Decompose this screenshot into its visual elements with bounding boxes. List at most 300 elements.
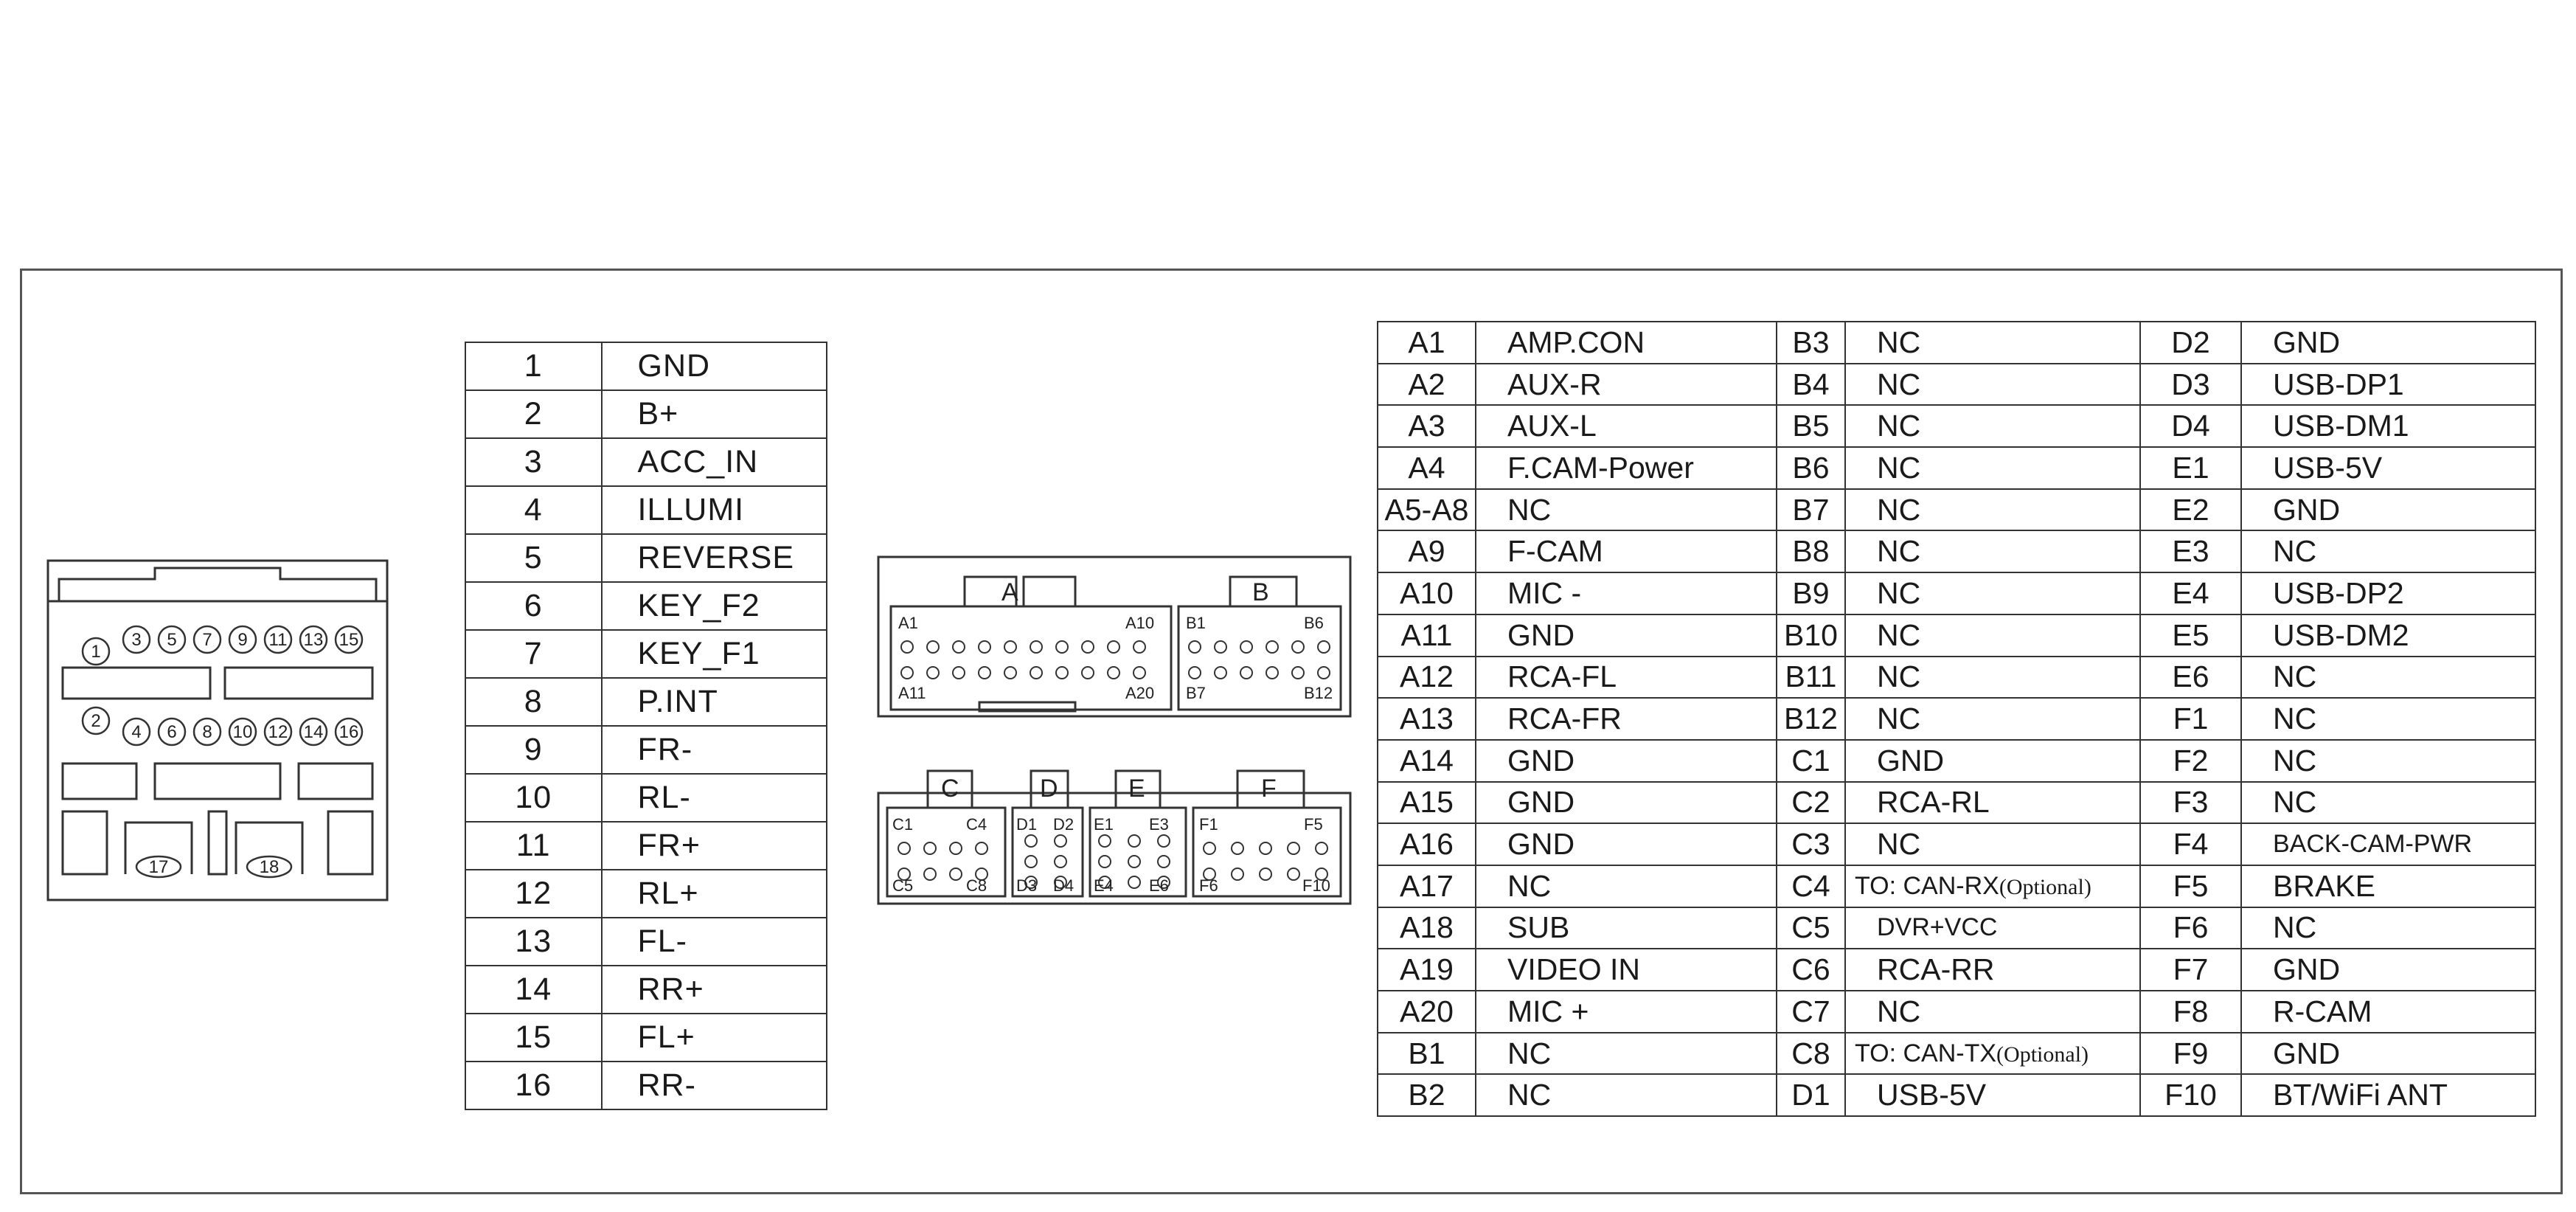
connector-pin xyxy=(976,842,987,854)
connector-pin-label: D4 xyxy=(1053,876,1075,895)
pin-assignment-table xyxy=(1377,321,2536,1117)
pin-code: B2 xyxy=(1378,1074,1476,1116)
pin-code: B1 xyxy=(1378,1033,1476,1075)
pin-code: A3 xyxy=(1378,405,1476,447)
iso-pin-number: 9 xyxy=(465,726,602,774)
pin-code: F2 xyxy=(2140,740,2241,782)
iso-table-row xyxy=(465,438,827,486)
connector-pin-label: B7 xyxy=(1186,684,1206,702)
pin-code: F1 xyxy=(2140,698,2241,740)
iso-pin-label: 3 xyxy=(131,630,142,650)
pin-code: D3 xyxy=(2140,364,2241,406)
pin-signal: RCA-FR xyxy=(1476,698,1777,740)
iso-pin-number: 16 xyxy=(465,1062,602,1109)
iso-pin-table xyxy=(465,342,827,1110)
pin-signal: NC xyxy=(2241,740,2535,782)
connector-pin xyxy=(1288,868,1299,880)
iso-pin-number: 3 xyxy=(465,438,602,486)
pin-table-row xyxy=(1378,405,2535,447)
pin-signal: NC xyxy=(2241,782,2535,824)
iso-slot-left xyxy=(63,668,210,699)
pin-signal-optional: (Optional) xyxy=(1999,874,2091,899)
iso-table-row xyxy=(465,1062,827,1109)
connector-pin xyxy=(1030,667,1042,679)
iso-pin-number: 1 xyxy=(465,342,602,390)
connector-pin xyxy=(1025,856,1037,868)
connector-pin xyxy=(979,667,990,679)
pin-signal: NC xyxy=(1845,322,2140,364)
iso-pin-label: 9 xyxy=(237,630,248,650)
connector-letter-d: D xyxy=(1040,775,1058,803)
iso-pin-number: 7 xyxy=(465,630,602,678)
iso-pin-label: 11 xyxy=(268,630,288,650)
pin-signal: NC xyxy=(1476,865,1777,907)
iso-pin-label: 15 xyxy=(339,630,359,650)
pin-signal: AMP.CON xyxy=(1476,322,1777,364)
pin-code: A5-A8 xyxy=(1378,489,1476,531)
pin-table-row xyxy=(1378,991,2535,1033)
pin-signal: BRAKE xyxy=(2241,865,2535,907)
connector-pin-label: F10 xyxy=(1302,876,1330,895)
pin-signal: NC xyxy=(1845,823,2140,865)
pin-signal: GND xyxy=(2241,949,2535,991)
pin-signal: NC xyxy=(2241,657,2535,699)
connector-pin xyxy=(953,667,965,679)
iso-pin-label: 13 xyxy=(303,630,324,650)
pin-code: B11 xyxy=(1777,657,1845,699)
iso-pin-number: 13 xyxy=(465,918,602,966)
iso-pin-signal: REVERSE xyxy=(602,534,827,582)
pin-code: A11 xyxy=(1378,614,1476,657)
pin-code: C8 xyxy=(1777,1033,1845,1075)
pin-signal: GND xyxy=(2241,489,2535,531)
connector-pin xyxy=(924,868,936,880)
pin-table-row xyxy=(1378,698,2535,740)
connector-pin xyxy=(950,842,962,854)
iso-pin-number: 5 xyxy=(465,534,602,582)
connector-pin xyxy=(1215,641,1226,653)
connector-pin xyxy=(1004,641,1016,653)
connector-pin-label: C1 xyxy=(892,815,914,834)
connector-pin-label: A20 xyxy=(1125,684,1155,702)
iso-pin-number: 11 xyxy=(465,822,602,870)
pin-code: B5 xyxy=(1777,405,1845,447)
connector-pin xyxy=(927,641,939,653)
iso-pin-number: 4 xyxy=(465,486,602,534)
connector-pin-label: A11 xyxy=(898,684,926,702)
iso-pin-label: 14 xyxy=(303,722,324,742)
connector-pin-label: E3 xyxy=(1149,815,1169,834)
pin-signal: USB-DP2 xyxy=(2241,572,2535,614)
connector-ab-drawing xyxy=(876,555,1353,718)
connector-pin xyxy=(1232,868,1243,880)
pin-code: A16 xyxy=(1378,823,1476,865)
connector-pin xyxy=(950,868,962,880)
iso-pin-signal: RR- xyxy=(602,1062,827,1109)
iso-table-row xyxy=(465,678,827,726)
connector-pin xyxy=(1260,868,1271,880)
connector-pin xyxy=(1030,641,1042,653)
pin-code: E4 xyxy=(2140,572,2241,614)
pin-signal: NC xyxy=(1845,657,2140,699)
pin-signal: NC xyxy=(1845,489,2140,531)
connector-pin xyxy=(1232,842,1243,854)
pin-signal: NC xyxy=(2241,530,2535,572)
iso-table-row xyxy=(465,534,827,582)
pin-table-row xyxy=(1378,1074,2535,1116)
connector-pin-label: D1 xyxy=(1016,815,1038,834)
pin-signal: GND xyxy=(2241,1033,2535,1075)
connector-pin xyxy=(901,641,913,653)
pin-table-row xyxy=(1378,447,2535,489)
pin-table-row xyxy=(1378,614,2535,657)
connector-pin xyxy=(1108,641,1119,653)
iso-pin-label: 1 xyxy=(91,642,101,662)
pin-signal: NC xyxy=(1845,405,2140,447)
connector-pin xyxy=(1082,641,1094,653)
pin-table-row xyxy=(1378,322,2535,364)
iso-pin-signal: B+ xyxy=(602,390,827,438)
connector-pin xyxy=(1108,667,1119,679)
iso-pin-label: 16 xyxy=(339,722,359,742)
connector-pin xyxy=(1318,667,1330,679)
pin-code: F7 xyxy=(2140,949,2241,991)
iso-pin-label: 6 xyxy=(167,722,177,742)
pin-table-row xyxy=(1378,530,2535,572)
connector-ab-outline xyxy=(878,557,1350,716)
connector-pin xyxy=(1004,667,1016,679)
connector-pin xyxy=(1292,667,1304,679)
iso-pin-signal: FL- xyxy=(602,918,827,966)
connector-pin xyxy=(924,842,936,854)
pin-signal-text: TO: CAN-RX xyxy=(1855,871,1999,900)
pin-table-row xyxy=(1378,572,2535,614)
pin-code: C5 xyxy=(1777,907,1845,949)
connector-pin xyxy=(1055,856,1066,868)
iso-pin-label: 8 xyxy=(202,722,212,742)
connector-pin-label: E4 xyxy=(1094,876,1114,895)
connector-pin xyxy=(953,641,965,653)
iso-pin-number: 2 xyxy=(465,390,602,438)
pin-code: A18 xyxy=(1378,907,1476,949)
connector-letter-e: E xyxy=(1128,775,1145,803)
pin-code: A10 xyxy=(1378,572,1476,614)
connector-letter-b: B xyxy=(1252,578,1269,606)
iso-pin-number: 12 xyxy=(465,870,602,918)
pin-table-row xyxy=(1378,823,2535,865)
pin-signal: F-CAM xyxy=(1476,530,1777,572)
iso-pin-label: 7 xyxy=(202,630,212,650)
pin-signal: BACK-CAM-PWR xyxy=(2241,823,2535,865)
iso-pin-signal: KEY_F1 xyxy=(602,630,827,678)
pin-table-row xyxy=(1378,907,2535,949)
pin-code: C7 xyxy=(1777,991,1845,1033)
pin-table-row xyxy=(1378,364,2535,406)
pin-signal: NC xyxy=(1845,614,2140,657)
iso-table-row xyxy=(465,486,827,534)
pin-code: E3 xyxy=(2140,530,2241,572)
pin-table-row xyxy=(1378,489,2535,531)
connector-pin xyxy=(1266,641,1278,653)
connector-ab-labels xyxy=(898,578,1333,702)
connector-pin xyxy=(1055,835,1066,847)
iso-block-5 xyxy=(328,811,372,874)
iso-table-row xyxy=(465,966,827,1014)
iso-pin-label: 5 xyxy=(167,630,177,650)
iso-table-row xyxy=(465,342,827,390)
iso-pin-signal: FR- xyxy=(602,726,827,774)
connector-pin xyxy=(1099,856,1111,868)
connector-pin xyxy=(1133,641,1145,653)
pin-code: F4 xyxy=(2140,823,2241,865)
iso-pin-signal: ACC_IN xyxy=(602,438,827,486)
pin-signal: AUX-R xyxy=(1476,364,1777,406)
connector-cdef-drawing xyxy=(876,760,1353,907)
pin-signal: NC xyxy=(1845,991,2140,1033)
connector-pin-label: C8 xyxy=(966,876,987,895)
connector-pin xyxy=(1318,641,1330,653)
connector-pin-label: A10 xyxy=(1125,614,1155,632)
pin-signal: GND xyxy=(1476,782,1777,824)
iso-table-row xyxy=(465,726,827,774)
connector-pin xyxy=(1128,835,1140,847)
connector-letter-a: A xyxy=(1001,578,1018,606)
pin-code: E5 xyxy=(2140,614,2241,657)
pin-code: B7 xyxy=(1777,489,1845,531)
iso-table-row xyxy=(465,582,827,630)
pin-code: B6 xyxy=(1777,447,1845,489)
connector-pin xyxy=(1056,667,1068,679)
pin-code: C1 xyxy=(1777,740,1845,782)
pin-code: A2 xyxy=(1378,364,1476,406)
pin-code: A12 xyxy=(1378,657,1476,699)
pin-signal: USB-DM1 xyxy=(2241,405,2535,447)
iso-connector-top-lip xyxy=(59,568,376,601)
pin-code: D1 xyxy=(1777,1074,1845,1116)
connector-pin xyxy=(1128,876,1140,888)
pin-signal: GND xyxy=(1476,614,1777,657)
pin-code: F8 xyxy=(2140,991,2241,1033)
pin-signal: NC xyxy=(1476,1033,1777,1075)
pin-signal-optional: (Optional) xyxy=(1996,1042,2089,1067)
pin-signal: USB-DM2 xyxy=(2241,614,2535,657)
pin-code: F3 xyxy=(2140,782,2241,824)
pin-signal xyxy=(1845,1033,2140,1075)
pin-code: A19 xyxy=(1378,949,1476,991)
connector-letter-c: C xyxy=(941,775,959,803)
connector-pin xyxy=(1316,842,1327,854)
pin-code: C4 xyxy=(1777,865,1845,907)
connector-pin xyxy=(979,641,990,653)
pin-code: C6 xyxy=(1777,949,1845,991)
pin-signal: NC xyxy=(2241,698,2535,740)
connector-pin xyxy=(1288,842,1299,854)
connector-ab-pins xyxy=(901,641,1330,679)
pin-table-row xyxy=(1378,865,2535,907)
pin-signal: F.CAM-Power xyxy=(1476,447,1777,489)
connector-pin xyxy=(1240,667,1252,679)
pin-signal xyxy=(1845,865,2140,907)
pin-table-row xyxy=(1378,782,2535,824)
pin-code: C3 xyxy=(1777,823,1845,865)
connector-pin xyxy=(1204,842,1215,854)
pin-signal: GND xyxy=(1845,740,2140,782)
pin-signal: BT/WiFi ANT xyxy=(2241,1074,2535,1116)
iso-table-row xyxy=(465,1014,827,1062)
connector-pin xyxy=(1189,641,1201,653)
iso-key xyxy=(209,811,226,874)
iso-pin-number: 6 xyxy=(465,582,602,630)
connector-pin xyxy=(1292,641,1304,653)
pin-code: B4 xyxy=(1777,364,1845,406)
connector-pin-label: F5 xyxy=(1304,815,1323,834)
iso-pin-number: 14 xyxy=(465,966,602,1014)
connector-letter-f: F xyxy=(1261,775,1277,803)
pin-signal: NC xyxy=(1845,572,2140,614)
pin-code: A4 xyxy=(1378,447,1476,489)
connector-pin xyxy=(1025,835,1037,847)
iso-connector-drawing xyxy=(44,557,391,904)
connector-pin xyxy=(901,667,913,679)
pin-signal: VIDEO IN xyxy=(1476,949,1777,991)
iso-pin-number: 8 xyxy=(465,678,602,726)
iso-pin-label: 12 xyxy=(268,722,288,742)
pin-table-row xyxy=(1378,1033,2535,1075)
pin-signal-text: TO: CAN-TX xyxy=(1855,1039,1997,1067)
iso-table-row xyxy=(465,870,827,918)
pin-code: B9 xyxy=(1777,572,1845,614)
pin-signal: MIC - xyxy=(1476,572,1777,614)
pin-signal: AUX-L xyxy=(1476,405,1777,447)
connector-pin-label: E6 xyxy=(1149,876,1169,895)
pin-signal: NC xyxy=(1476,489,1777,531)
pin-code: A1 xyxy=(1378,322,1476,364)
pin-code: F6 xyxy=(2140,907,2241,949)
iso-pin-signal: RL- xyxy=(602,774,827,822)
pin-code: A15 xyxy=(1378,782,1476,824)
pin-signal: RCA-RL xyxy=(1845,782,2140,824)
pin-signal: MIC + xyxy=(1476,991,1777,1033)
pin-signal: NC xyxy=(1845,530,2140,572)
iso-pin-signal: P.INT xyxy=(602,678,827,726)
pin-code: B10 xyxy=(1777,614,1845,657)
iso-pin-label: 2 xyxy=(91,711,101,731)
pin-signal: USB-DP1 xyxy=(2241,364,2535,406)
connector-pin xyxy=(1128,856,1140,868)
pin-code: A14 xyxy=(1378,740,1476,782)
iso-block-3 xyxy=(299,763,372,799)
pin-code: B12 xyxy=(1777,698,1845,740)
iso-pin-label: 4 xyxy=(131,722,142,742)
pin-signal: DVR+VCC xyxy=(1845,907,2140,949)
connector-pin xyxy=(1158,856,1170,868)
iso-table-row xyxy=(465,630,827,678)
iso-block-1 xyxy=(63,763,136,799)
iso-pin-signal: RL+ xyxy=(602,870,827,918)
connector-pin xyxy=(1133,667,1145,679)
pin-signal: SUB xyxy=(1476,907,1777,949)
pin-code: C2 xyxy=(1777,782,1845,824)
pin-table-row xyxy=(1378,740,2535,782)
connector-pin-label: F1 xyxy=(1199,815,1218,834)
pin-code: F9 xyxy=(2140,1033,2241,1075)
connector-pin-label: B1 xyxy=(1186,614,1206,632)
iso-block-2 xyxy=(155,763,280,799)
pin-signal: USB-5V xyxy=(1845,1074,2140,1116)
pin-code: F10 xyxy=(2140,1074,2241,1116)
pin-signal: GND xyxy=(1476,823,1777,865)
connector-pin xyxy=(1215,667,1226,679)
connector-pin xyxy=(1158,835,1170,847)
pin-code: B3 xyxy=(1777,322,1845,364)
connector-pin xyxy=(1082,667,1094,679)
pin-signal: NC xyxy=(1845,364,2140,406)
iso-pin-signal: FR+ xyxy=(602,822,827,870)
iso-pin-number: 15 xyxy=(465,1014,602,1062)
iso-pin-label: 10 xyxy=(232,722,253,742)
iso-table-row xyxy=(465,774,827,822)
connector-pin xyxy=(1099,835,1111,847)
iso-pin-signal: ILLUMI xyxy=(602,486,827,534)
pin-code: A20 xyxy=(1378,991,1476,1033)
pin-code: A9 xyxy=(1378,530,1476,572)
connector-pin-label: B12 xyxy=(1304,684,1333,702)
pin-table-row xyxy=(1378,949,2535,991)
connector-pin-label: B6 xyxy=(1304,614,1324,632)
pin-signal: USB-5V xyxy=(2241,447,2535,489)
pin-code: D4 xyxy=(2140,405,2241,447)
pin-code: E1 xyxy=(2140,447,2241,489)
pin-signal: NC xyxy=(1476,1074,1777,1116)
pin-code: D2 xyxy=(2140,322,2241,364)
iso-block-4 xyxy=(63,811,107,874)
connector-pin xyxy=(898,842,910,854)
connector-pin-label: C5 xyxy=(892,876,914,895)
iso-extra-pin-label: 18 xyxy=(259,857,280,877)
pin-signal: RCA-RR xyxy=(1845,949,2140,991)
iso-pin-signal: FL+ xyxy=(602,1014,827,1062)
iso-table-row xyxy=(465,390,827,438)
pin-code: E2 xyxy=(2140,489,2241,531)
connector-pin xyxy=(1240,641,1252,653)
pin-code: E6 xyxy=(2140,657,2241,699)
pin-signal: GND xyxy=(2241,322,2535,364)
iso-slot-right xyxy=(225,668,372,699)
iso-table-row xyxy=(465,918,827,966)
connector-pin xyxy=(1056,641,1068,653)
pin-signal: GND xyxy=(1476,740,1777,782)
pin-code: A17 xyxy=(1378,865,1476,907)
connector-pin-label: A1 xyxy=(898,614,918,632)
connector-pin-label: E1 xyxy=(1094,815,1114,834)
pin-code: A13 xyxy=(1378,698,1476,740)
pin-signal: NC xyxy=(1845,698,2140,740)
connector-pin xyxy=(1189,667,1201,679)
iso-pin-number: 10 xyxy=(465,774,602,822)
pin-code: B8 xyxy=(1777,530,1845,572)
connector-pin-label: D3 xyxy=(1016,876,1038,895)
connector-pin xyxy=(1260,842,1271,854)
connector-pin xyxy=(927,667,939,679)
iso-extra-pin-label: 17 xyxy=(148,857,169,877)
iso-pin-signal: GND xyxy=(602,342,827,390)
connector-pin-label: D2 xyxy=(1053,815,1075,834)
iso-pin-signal: KEY_F2 xyxy=(602,582,827,630)
pin-signal: NC xyxy=(2241,907,2535,949)
pin-signal: R-CAM xyxy=(2241,991,2535,1033)
iso-table-row xyxy=(465,822,827,870)
connector-pin xyxy=(1266,667,1278,679)
